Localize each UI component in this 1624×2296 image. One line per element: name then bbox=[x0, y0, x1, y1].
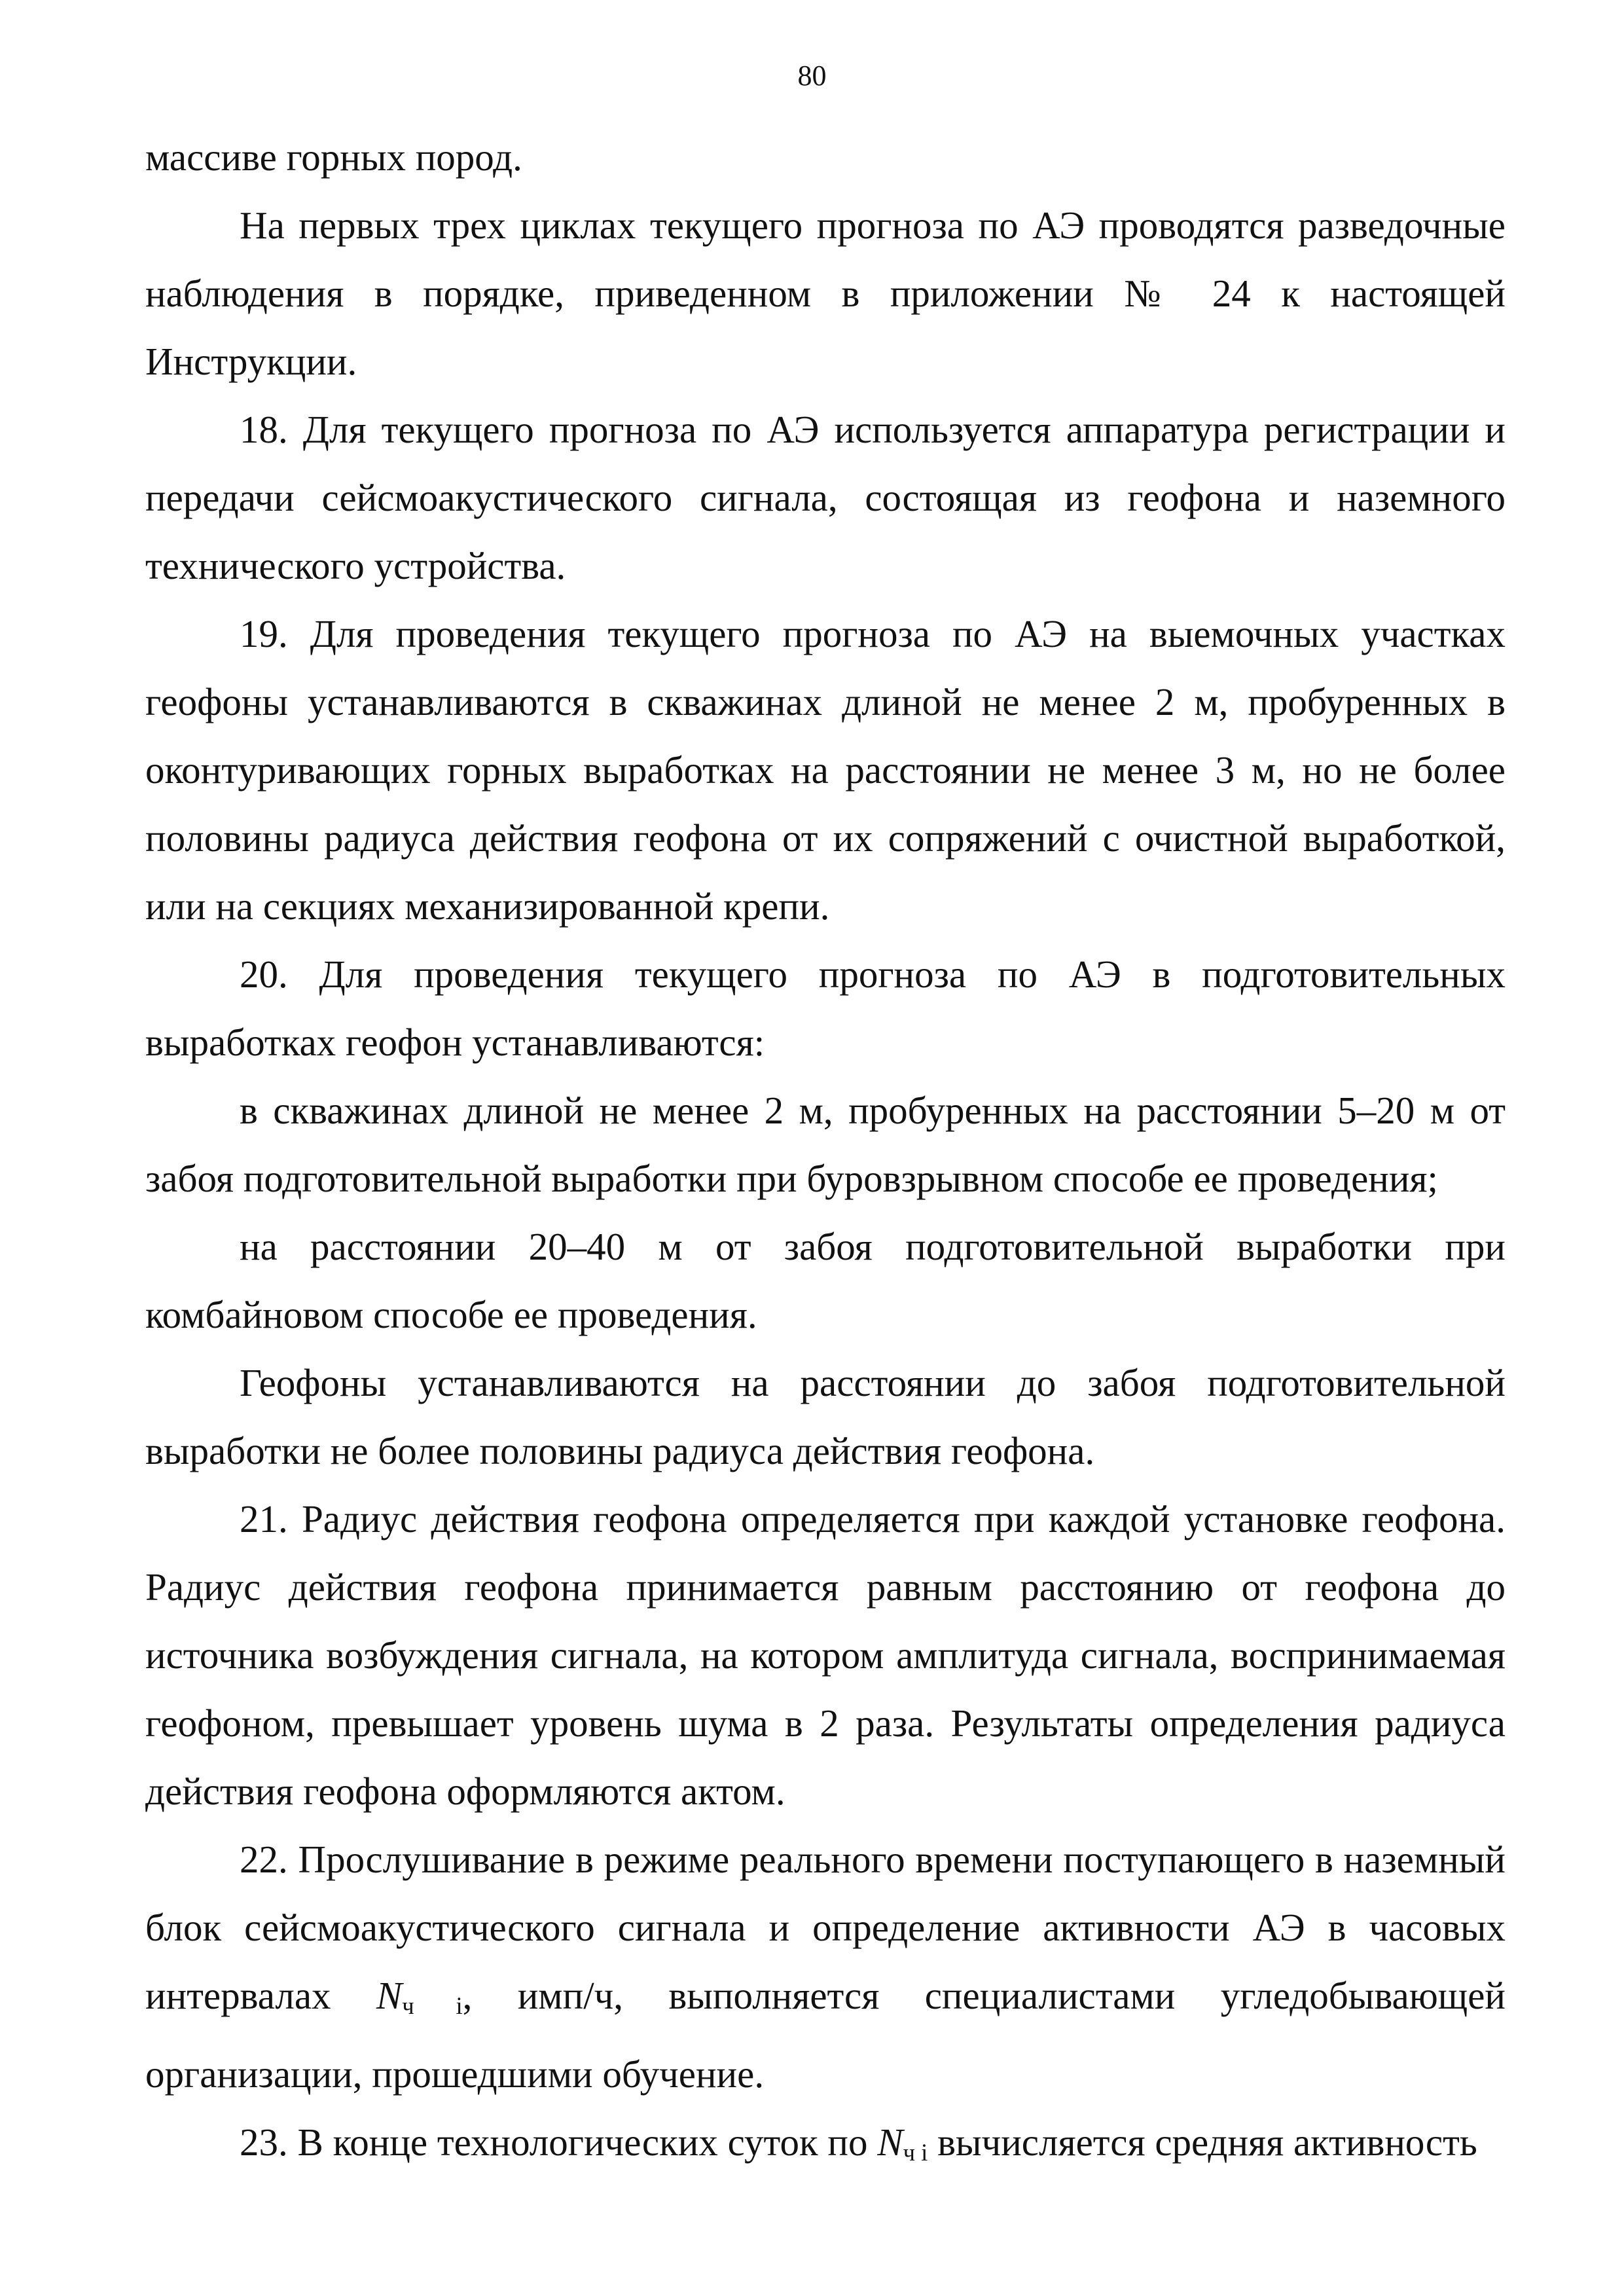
document-body bbox=[145, 123, 1506, 2187]
item-23-text-after: вычисляется средняя активность bbox=[928, 2121, 1477, 2164]
hourly-activity-subscript-2: ч i bbox=[903, 2139, 928, 2166]
item-22-text-after: , имп/ч, выполняется специалистами угледобывающей организации, прошедшими обучение. bbox=[145, 1974, 1506, 2096]
paragraph-item-21: 21. Радиус действия геофона определяется при каждой установке геофона. Радиус действия геофона принимается равным расстоянию от геофона до источника возбуждения сигнала, на котором амплитуда сигнала, воспринимаемая геофоном, превышает уровень шума в 2 раза. Результаты определения радиуса действия геофона оформляются актом. bbox=[145, 1497, 1506, 1813]
paragraph-exploration-observations: На первых трех циклах текущего прогноза по АЭ проводятся разведочные наблюдения в порядке, приведенном в приложении № 24 к настоящей Инструкции. bbox=[145, 204, 1506, 383]
paragraph-item-20-drilling: в скважинах длиной не менее 2 м, пробуренных на расстоянии 5–20 м от забоя подготовительной выработки при буровзрывном способе ее проведения; bbox=[145, 1089, 1506, 1200]
paragraph-item-20-combine: на расстоянии 20–40 м от забоя подготовительной выработки при комбайновом способе ее проведения. bbox=[145, 1225, 1506, 1336]
item-22-text-before: 22. Прослушивание в режиме реального времени поступающего в наземный блок сейсмоакустического сигнала и определение активности АЭ в часовых интервалах bbox=[145, 1838, 1506, 2017]
hourly-activity-subscript: ч i bbox=[402, 1992, 463, 2020]
hourly-activity-symbol-2: N bbox=[877, 2121, 903, 2164]
paragraph-item-20: 20. Для проведения текущего прогноза по АЭ в подготовительных выработках геофон устанавливаются: bbox=[145, 953, 1506, 1064]
hourly-activity-symbol: N bbox=[376, 1974, 403, 2017]
paragraph-geophone-distance: Геофоны устанавливаются на расстоянии до забоя подготовительной выработки не более половины радиуса действия геофона. bbox=[145, 1361, 1506, 1472]
paragraph-item-23 bbox=[145, 2108, 1506, 2187]
page-number: 80 bbox=[797, 60, 827, 92]
paragraph-continuation: массиве горных пород. bbox=[145, 136, 522, 179]
paragraph-item-19: 19. Для проведения текущего прогноза по АЭ на выемочных участках геофоны устанавливаются в скважинах длиной не менее 2 м, пробуренных в оконтуривающих горных выработках на расстоянии не менее 3 м, но не более половины радиуса действия геофона от их сопряжений с очистной выработкой, или на секциях механизированной крепи. bbox=[145, 612, 1506, 928]
item-23-text-before: 23. В конце технологических суток по bbox=[240, 2121, 878, 2164]
paragraph-item-18: 18. Для текущего прогноза по АЭ используется аппаратура регистрации и передачи сейсмоакустического сигнала, состоящая из геофона и наземного технического устройства. bbox=[145, 408, 1506, 587]
paragraph-item-22 bbox=[145, 1825, 1506, 2108]
